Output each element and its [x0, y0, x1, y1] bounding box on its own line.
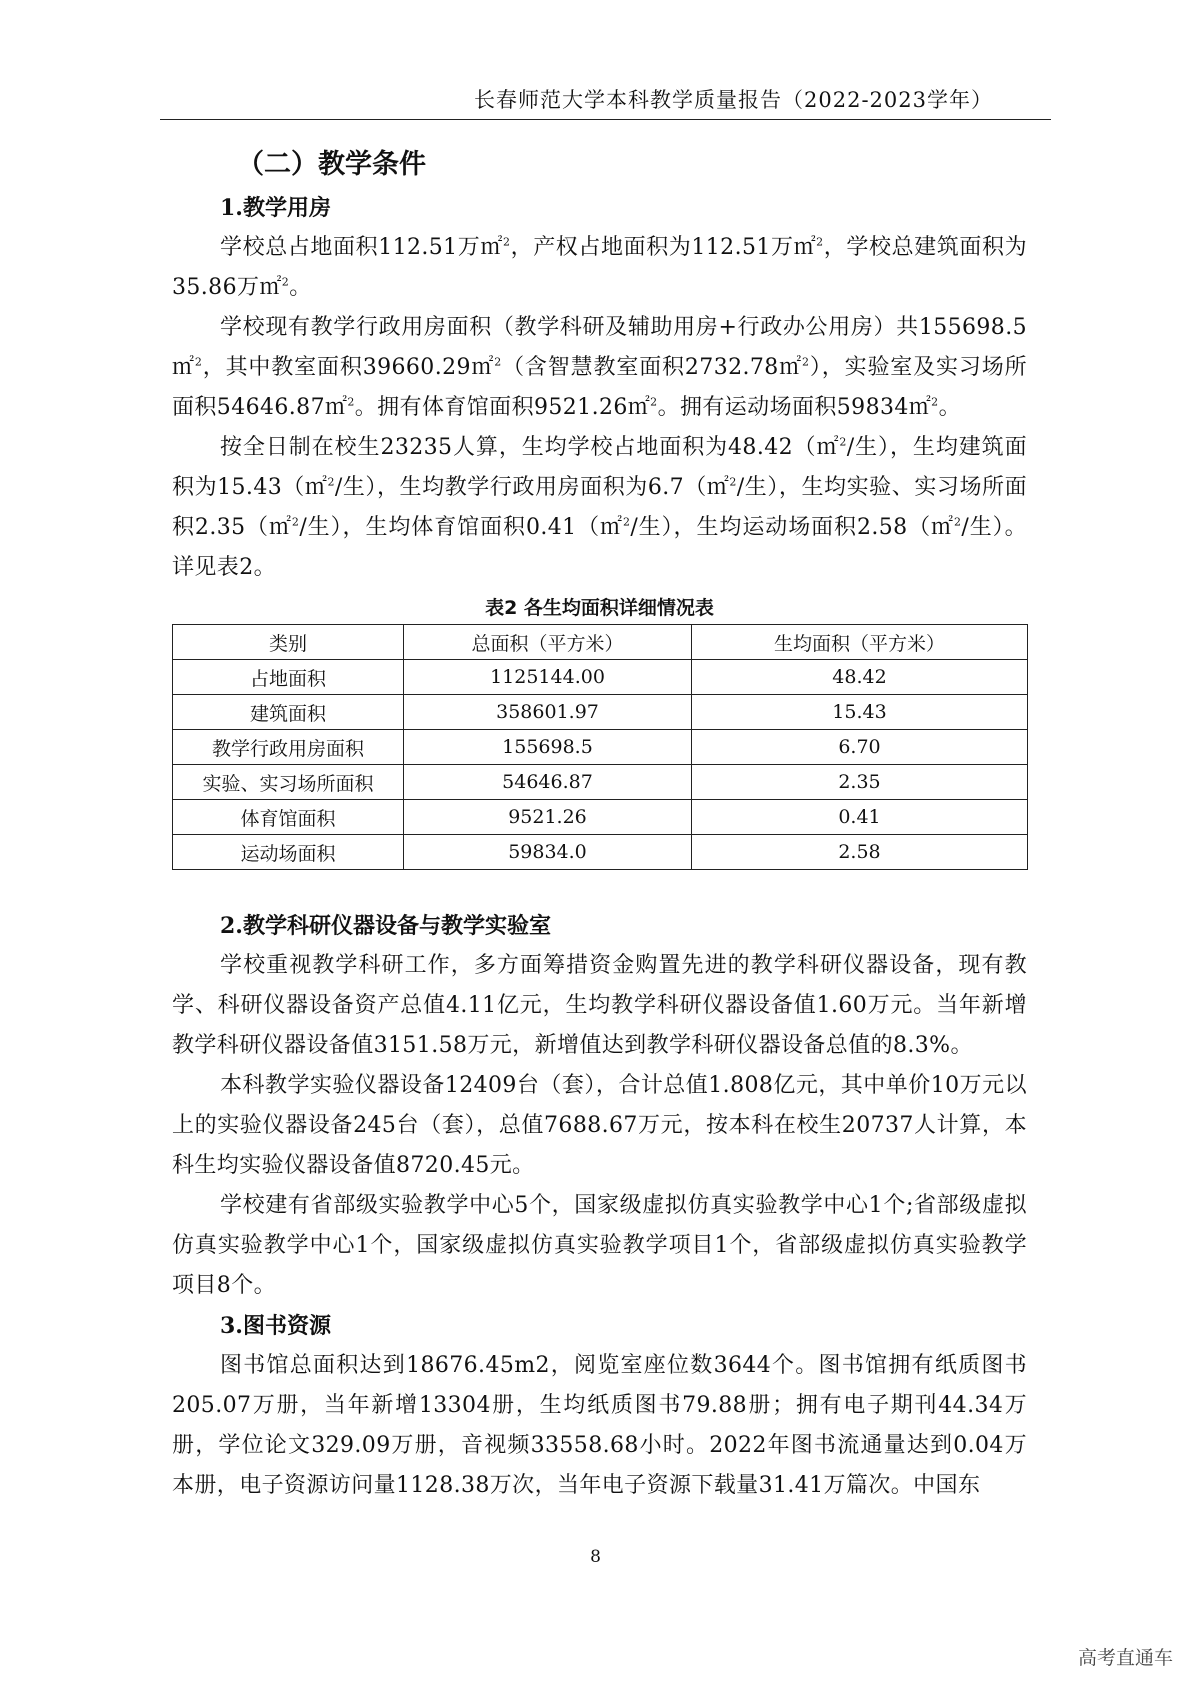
subsection-title-library: 3.图书资源 [220, 1313, 331, 1339]
area-table [172, 624, 1028, 870]
spacer [172, 870, 1027, 906]
table-cell: 155698.5 [404, 730, 692, 765]
table-cell: 48.42 [692, 660, 1028, 695]
table-header-cell: 生均面积（平方米） [692, 625, 1028, 660]
table-header-row [173, 625, 1028, 660]
table-row [173, 695, 1028, 730]
table-row [173, 835, 1028, 870]
table-cell: 6.70 [692, 730, 1028, 765]
table-cell: 2.35 [692, 765, 1028, 800]
table-cell: 体育馆面积 [173, 800, 404, 835]
subsection-title-equipment: 2.教学科研仪器设备与教学实验室 [220, 913, 551, 939]
table-cell: 运动场面积 [173, 835, 404, 870]
paragraph-lab-centers: 学校建有省部级实验教学中心5个，国家级虚拟仿真实验教学中心1个;省部级虚拟仿真实验教学中心1个，国家级虚拟仿真实验教学项目1个，省部级虚拟仿真实验教学项目8个。 [172, 1193, 1027, 1298]
table-cell: 2.58 [692, 835, 1028, 870]
paragraph-equipment-value: 学校重视教学科研工作，多方面筹措资金购置先进的教学科研仪器设备，现有教学、科研仪器设备资产总值4.11亿元，生均教学科研仪器设备值1.60万元。当年新增教学科研仪器设备值3151.58万元，新增值达到教学科研仪器设备总值的8.3%。 [172, 953, 1027, 1058]
paragraph-building-area: 学校现有教学行政用房面积（教学科研及辅助用房+行政办公用房）共155698.5㎡$^2$，其中教室面积39660.29㎡$^2$（含智慧教室面积2732.78㎡$^2$），实验室及实习场所面积54646.87㎡$^2$。拥有体育馆面积9521.26㎡$^2$。拥有运动场面积59834㎡$^2$。 [172, 315, 1027, 420]
table-row [173, 660, 1028, 695]
page-number: 8 [590, 1547, 601, 1567]
paragraph-per-student-area: 按全日制在校生23235人算，生均学校占地面积为48.42（㎡$^2$/生），生均建筑面积为15.43（㎡$^2$/生），生均教学行政用房面积为6.7（㎡$^2$/生），生均实验、实习场所面积2.35（㎡$^2$/生），生均体育馆面积0.41（㎡$^2$/生），生均运动场面积2.58（㎡$^2$/生）。详见表2。 [172, 435, 1028, 580]
table-cell: 建筑面积 [173, 695, 404, 730]
table-cell: 9521.26 [404, 800, 692, 835]
table-row [173, 765, 1028, 800]
table-row [173, 800, 1028, 835]
section-title: （二）教学条件 [237, 149, 426, 180]
table-caption: 表2 各生均面积详细情况表 [485, 597, 714, 619]
table-cell: 占地面积 [173, 660, 404, 695]
table-cell: 1125144.00 [404, 660, 692, 695]
table-cell: 0.41 [692, 800, 1028, 835]
table-header-cell: 类别 [173, 625, 404, 660]
report-header-title: 长春师范大学本科教学质量报告（2022-2023学年） [474, 88, 993, 112]
table-cell: 59834.0 [404, 835, 692, 870]
subsection-title-teaching-rooms: 1.教学用房 [220, 195, 331, 221]
table-cell: 15.43 [692, 695, 1028, 730]
table-cell: 教学行政用房面积 [173, 730, 404, 765]
header-divider [160, 119, 1051, 120]
paragraph-library-resources: 图书馆总面积达到18676.45m2，阅览室座位数3644个。图书馆拥有纸质图书205.07万册，当年新增13304册，生均纸质图书79.88册；拥有电子期刊44.34万册，学位论文329.09万册，音视频33558.68小时。2022年图书流通量达到0.04万本册，电子资源访问量1128.38万次，当年电子资源下载量31.41万篇次。中国东 [172, 1353, 1027, 1498]
table-header-cell: 总面积（平方米） [404, 625, 692, 660]
table-row [173, 730, 1028, 765]
table-cell: 实验、实习场所面积 [173, 765, 404, 800]
page-content [172, 142, 1027, 1506]
table-cell: 358601.97 [404, 695, 692, 730]
paragraph-lab-equipment: 本科教学实验仪器设备12409台（套），合计总值1.808亿元，其中单价10万元以上的实验仪器设备245台（套），总值7688.67万元，按本科在校生20737人计算，本科生均实验仪器设备值8720.45元。 [172, 1073, 1027, 1178]
table-cell: 54646.87 [404, 765, 692, 800]
watermark-text: 高考直通车 [1077, 1647, 1173, 1669]
paragraph-land-area: 学校总占地面积112.51万㎡$^2$，产权占地面积为112.51万㎡$^2$，学校总建筑面积为35.86万㎡$^2$。 [172, 235, 1027, 300]
